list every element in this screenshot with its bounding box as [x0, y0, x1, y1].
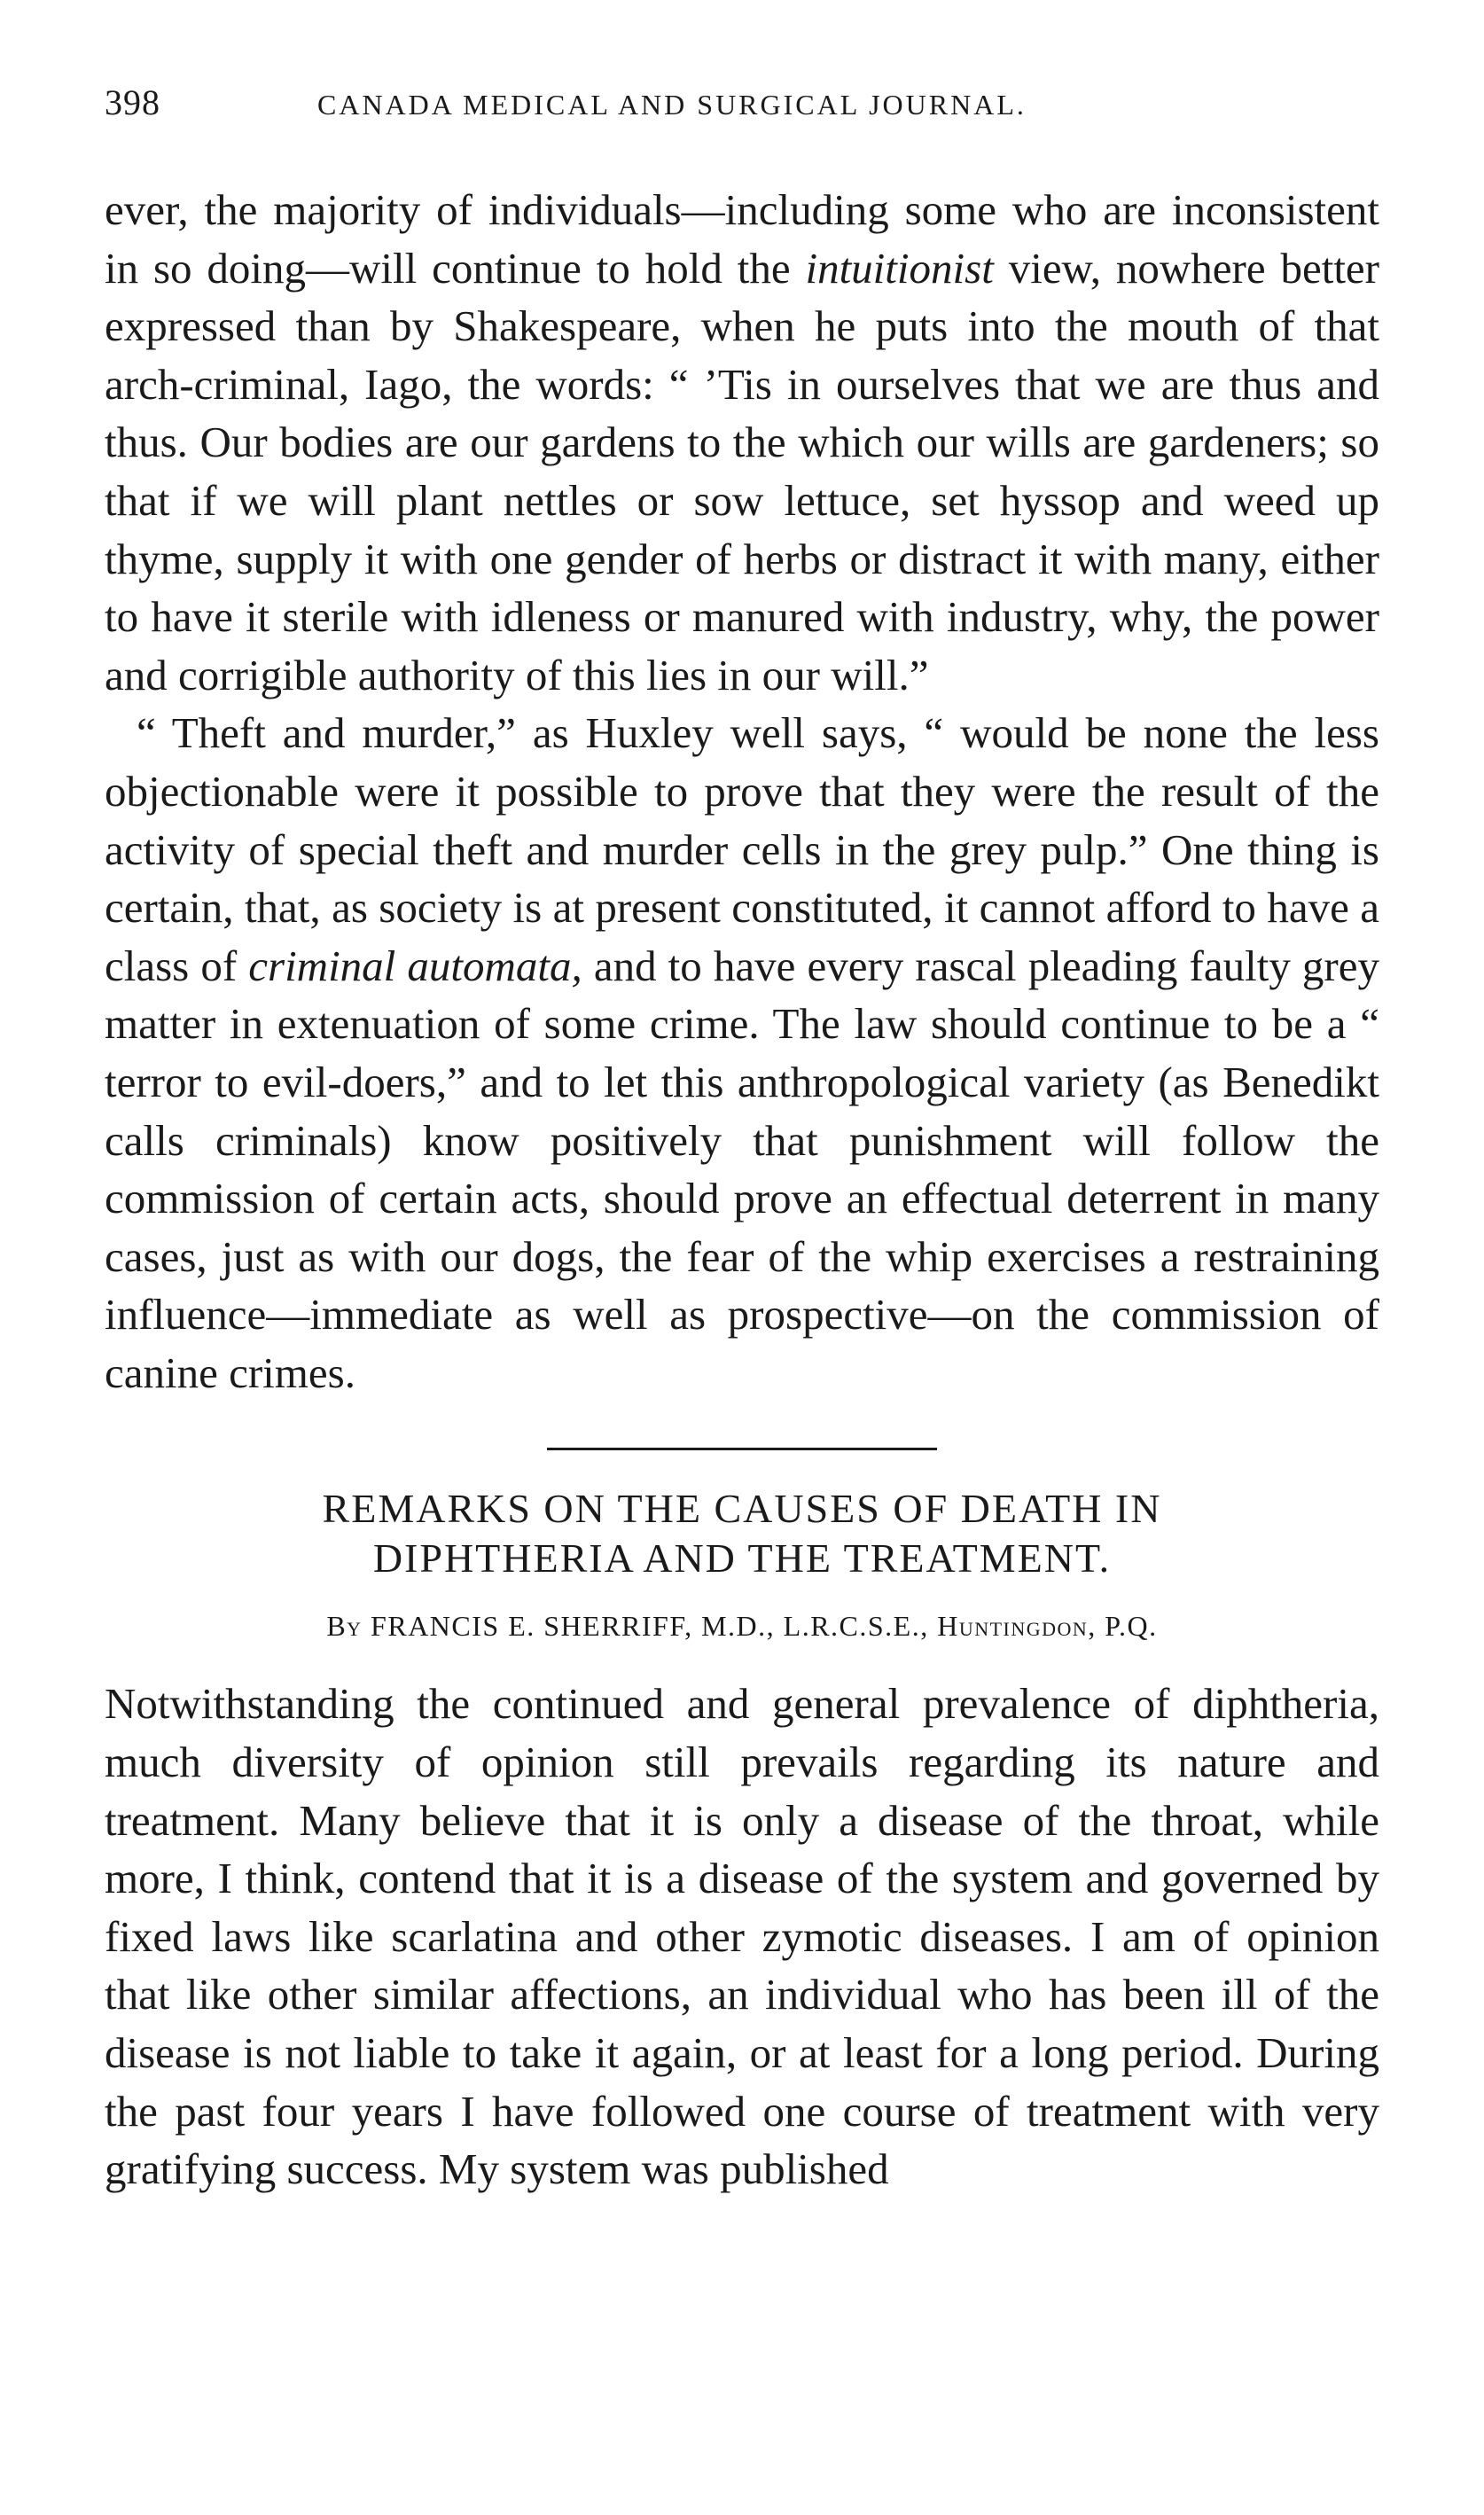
- paragraph-text: ever, the majority of individuals—including some who are inconsistent in so doing—will continue to hold the: [105, 185, 1379, 293]
- paragraph-text: and to have every rascal pleading faulty grey matter in extenuation of some crime. The law should continue to be a “ terror to evil-doers,” and to let this anthropological variety (as Benedikt calls criminals) know positively that punishment will follow the commission of certain acts, should prove an effectual deterrent in many cases, just as with our dogs, the fear of the whip exercises a restraining influence—immediate as well as prospective—on the commission of canine crimes.: [105, 941, 1379, 1397]
- italic-term: criminal automata,: [248, 941, 582, 990]
- article-body: [105, 1675, 1379, 2198]
- journal-page: [105, 82, 1379, 2199]
- running-head: [105, 82, 1379, 138]
- byline-place: Huntingdon, P.Q.: [937, 1610, 1158, 1643]
- article-continuation: [105, 181, 1379, 1402]
- page-number: 398: [105, 82, 160, 122]
- article-title: [105, 1484, 1379, 1583]
- paragraph: [105, 704, 1379, 1402]
- journal-title: CANADA MEDICAL AND SURGICAL JOURNAL.: [317, 89, 1027, 121]
- section-divider: [547, 1448, 937, 1450]
- byline-author: FRANCIS E. SHERRIFF, M.D., L.R.C.S.E.,: [371, 1610, 929, 1643]
- paragraph: [105, 181, 1379, 704]
- article-title-line: REMARKS ON THE CAUSES OF DEATH IN: [322, 1486, 1162, 1532]
- article-title-line: DIPHTHERIA AND THE TREATMENT.: [372, 1535, 1112, 1582]
- byline: [105, 1610, 1379, 1643]
- byline-by: By: [326, 1610, 363, 1643]
- paragraph-text: “ Theft and murder,” as Huxley well says, “ would be none the less objectionable were it possible to prove that they were the result of the activity of special theft and murder cells in the grey pulp.” One thing is certain, that, as society is at present constituted, it cannot afford to have a class of: [105, 708, 1379, 990]
- paragraph: Notwithstanding the continued and general prevalence of diphtheria, much diversity of opinion still prevails regarding its nature and treatment. Many believe that it is only a disease of the throat, while more, I think, contend that it is a disease of the system and governed by fixed laws like scarlatina and other zymotic diseases. I am of opinion that like other similar affections, an individual who has been ill of the disease is not liable to take it again, or at least for a long period. During the past four years I have followed one course of treatment with very gratifying success. My system was published: [105, 1679, 1379, 2194]
- italic-term: intuitionist: [805, 243, 994, 293]
- paragraph-text: view, nowhere better expressed than by Shakespeare, when he puts into the mouth of that arch-criminal, Iago, the words: “ ’Tis in ourselves that we are thus and thus. Our bodies are our gardens to the which our wills are gardeners; so that if we will plant nettles or sow lettuce, set hyssop and weed up thyme, supply it with one gender of herbs or distract it with many, either to have it sterile with idleness or manured with industry, why, the power and corrigible authority of this lies in our will.”: [105, 243, 1380, 699]
